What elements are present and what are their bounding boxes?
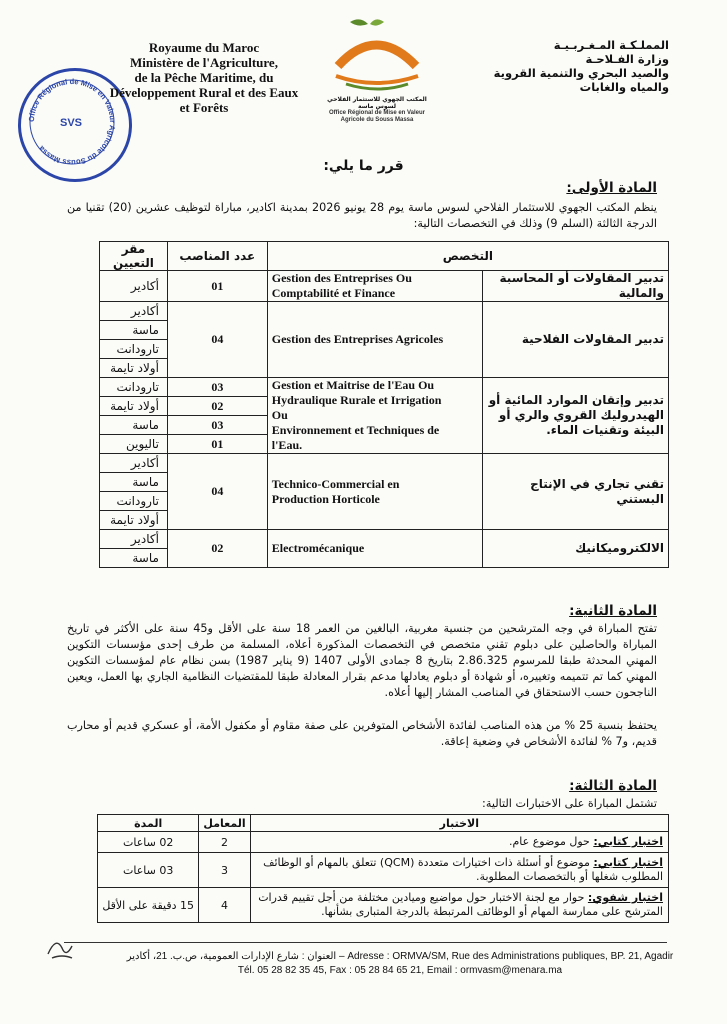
table-row — [100, 302, 669, 321]
location-cell: ماسة — [100, 473, 168, 492]
specialty-ar-cell: تقني تجاري في الإنتاج البستني — [483, 454, 669, 530]
posts-cell: 04 — [167, 454, 267, 530]
location-cell: أكادير — [100, 302, 168, 321]
col-posts: عدد المناصب — [167, 242, 267, 271]
exam-label: اختبار كتابي: — [593, 835, 663, 848]
table-row — [98, 888, 669, 923]
specialty-fr-cell — [267, 378, 483, 454]
table-row — [100, 271, 669, 302]
header-ar — [469, 38, 669, 94]
specialty-fr-line: Comptabilité et Finance — [271, 286, 396, 300]
exam-cell — [250, 888, 668, 923]
article-3-text: تشتمل المباراة على الاختبارات التالية: — [482, 797, 657, 810]
header-ar-line: والمياه والغابات — [579, 80, 669, 94]
article-3-heading: المادة الثالثة: — [569, 778, 657, 794]
posts-cell: 01 — [167, 271, 267, 302]
header-fr-line: Ministère de l'Agriculture, — [130, 55, 278, 70]
header-fr — [104, 40, 304, 115]
footer-address-line: العنوان : شارع الإدارات العمومية، ص.ب. 21، أكادير – Adresse : ORMVA/SM, Rue des Administrations publiques, BP. 21, Agadir — [126, 951, 674, 962]
svg-text:SVS: SVS — [60, 117, 83, 129]
location-cell: أولاد تايمة — [100, 359, 168, 378]
table-row — [100, 454, 669, 473]
table-row — [100, 378, 669, 397]
location-cell: تارودانت — [100, 340, 168, 359]
specialty-fr-line: Production Horticole — [271, 491, 380, 506]
location-cell: أولاد تايمة — [100, 511, 168, 530]
specialty-fr-cell — [267, 454, 483, 530]
signature-mark — [44, 932, 80, 962]
location-cell: ماسة — [100, 416, 168, 435]
specialties-table — [99, 241, 669, 568]
specialty-fr-line: Hydraulique Rurale et Irrigation — [271, 393, 442, 407]
header-fr-line: et Forêts — [179, 100, 229, 115]
footer-address — [90, 950, 710, 978]
specialty-fr-line: Gestion des Entreprises Agricoles — [271, 332, 444, 346]
location-cell: تارودانت — [100, 378, 168, 397]
posts-cell: 04 — [167, 302, 267, 378]
article-1-heading: المادة الأولى: — [566, 180, 657, 196]
footer-divider — [64, 942, 667, 943]
coef-cell: 4 — [199, 888, 250, 923]
coef-cell: 3 — [199, 853, 250, 888]
header-fr-line: Royaume du Maroc — [148, 40, 260, 55]
table-row — [98, 853, 669, 888]
exam-desc: حول موضوع عام. — [508, 835, 594, 848]
exam-label: اختبار شفوي: — [587, 891, 663, 904]
svg-text:Office Régional de Mise en Val: Office Régional de Mise en Valeur Agricole du Souss Massa — [26, 76, 118, 168]
logo-text-fr: Office Régional de Mise en Valeur Agricole du Souss Massa — [328, 110, 426, 123]
duration-cell: 15 دقيقة على الأقل — [98, 888, 199, 923]
col-specialty: التخصص — [267, 242, 668, 271]
exams-table — [97, 814, 669, 923]
col-exam: الاختبار — [250, 815, 668, 832]
col-duration: المدة — [98, 815, 199, 832]
specialty-fr-line: Technico-Commercial en — [271, 476, 400, 491]
specialty-fr-line: l'Eau. — [271, 438, 303, 452]
specialty-fr-cell — [267, 271, 483, 302]
col-coef: المعامل — [199, 815, 250, 832]
table-row — [98, 832, 669, 853]
specialty-fr-line: Gestion et Maitrise de l'Eau Ou — [271, 378, 435, 392]
duration-cell: 03 ساعات — [98, 853, 199, 888]
location-cell: أولاد تايمة — [100, 397, 168, 416]
specialty-ar-cell: تدبير المقاولات الفلاحية — [483, 302, 669, 378]
header-ar-line: وزارة الفـلاحـة — [585, 52, 669, 66]
location-cell: تاليوين — [100, 435, 168, 454]
exam-cell — [250, 832, 668, 853]
header-fr-line: Développement Rural et des Eaux — [109, 85, 299, 100]
location-cell: ماسة — [100, 321, 168, 340]
logo-text-ar: المكتب الجهوي للاستثمار الفلاحي لسوس ماسة — [327, 96, 427, 110]
specialty-fr-line: Ou — [271, 408, 288, 422]
office-logo — [322, 14, 432, 126]
posts-cell: 03 — [167, 416, 267, 435]
posts-cell: 02 — [167, 397, 267, 416]
article-1-text: ينظم المكتب الجهوي للاستثمار الفلاحي لسوس ماسة يوم 28 يونيو 2026 بمدينة اكادير، مباراة لتوظيف عشرين (20) تقنيا من الدرجة الثالثة (السلم 9) وذلك في التخصصات التالية: — [67, 201, 657, 230]
specialty-ar-cell: تدبير المقاولات أو المحاسبة والمالية — [483, 271, 669, 302]
location-cell: ماسة — [100, 549, 168, 568]
article-2-quota: يحتفظ بنسبة 25 % من هذه المناصب لفائدة الأشخاص المتوفرين على صفة مقاوم أو مكفول الأمة، أو عسكري قديم أو محارب قديم، و7 % لفائدة الأشخاص في وضعية إعاقة. — [67, 719, 657, 748]
article-2-heading: المادة الثانية: — [569, 603, 657, 619]
exam-label: اختبار كتابي: — [593, 856, 663, 869]
location-cell: أكادير — [100, 271, 168, 302]
decision-title: قرر ما يلي: — [323, 158, 404, 174]
posts-cell: 01 — [167, 435, 267, 454]
location-cell: أكادير — [100, 454, 168, 473]
header-ar-line: المملـكـة المـغـربـيـة — [553, 38, 669, 52]
article-2-text: تفتح المباراة في وجه المترشحين من جنسية مغربية، البالغين من العمر 18 سنة على الأقل و45 سنة على الأكثر في تاريخ المباراة والحاصلين على دبلوم تقني متخصص في التخصصات المذكورة أعلاه، المسلمة من طرف إحدى مؤسسات التكوين المهني المحدثة طبقا للمرسوم 2.86.325 بتاريخ 8 جمادى الأولى 1407 (9 يناير 1987) بسن نظام عام لمؤسسات التكوين المهني كما تم تتميمه وتغييره، أو شهادة أو دبلوم يعادلها مدعم بقرار المعادلة طبقا للمقتضيات النظامية الجاري بها العمل، ويعين الناجحون حسب الاستحقاق في المناصب المشار إليها أعلاه. — [67, 622, 657, 699]
specialty-fr-line: Environnement et Techniques de — [271, 423, 440, 437]
header-ar-line: والصيد البحري والتنمية القروية — [493, 66, 669, 80]
specialty-ar-cell: الالكتروميكانيك — [483, 530, 669, 568]
exam-cell — [250, 853, 668, 888]
table-row — [100, 530, 669, 549]
location-cell: أكادير — [100, 530, 168, 549]
posts-cell: 03 — [167, 378, 267, 397]
location-cell: تارودانت — [100, 492, 168, 511]
specialty-fr-line: Gestion des Entreprises Ou — [271, 271, 412, 285]
footer-contact-line: Tél. 05 28 82 35 45, Fax : 05 28 84 65 21, Email : ormvasm@menara.ma — [237, 965, 563, 976]
col-location: مقر التعيين — [100, 242, 168, 271]
posts-cell: 02 — [167, 530, 267, 568]
exam-desc: حوار مع لجنة الاختبار حول مواضيع وميادين مختلفة من أجل تقييم قدرات المترشح على ممارسة المهام أو الوظائف المرتبطة بالدرجة المتبارى بشأنها. — [258, 891, 663, 918]
coef-cell: 2 — [199, 832, 250, 853]
header-fr-line: de la Pêche Maritime, du — [134, 70, 274, 85]
specialty-fr-line: Electromécanique — [271, 541, 365, 555]
duration-cell: 02 ساعات — [98, 832, 199, 853]
exam-desc: موضوع أو أسئلة ذات اختيارات متعددة (QCM) تتعلق بالمهام أو الوظائف المطلوب شغلها أو بالتخصصات المطلوبة. — [263, 856, 663, 883]
specialty-fr-cell — [267, 530, 483, 568]
specialty-ar-cell: تدبير وإتقان الموارد المائية أو الهيدروليك القروي والري أو البيئة وتقنيات الماء. — [483, 378, 669, 454]
specialty-fr-cell — [267, 302, 483, 378]
